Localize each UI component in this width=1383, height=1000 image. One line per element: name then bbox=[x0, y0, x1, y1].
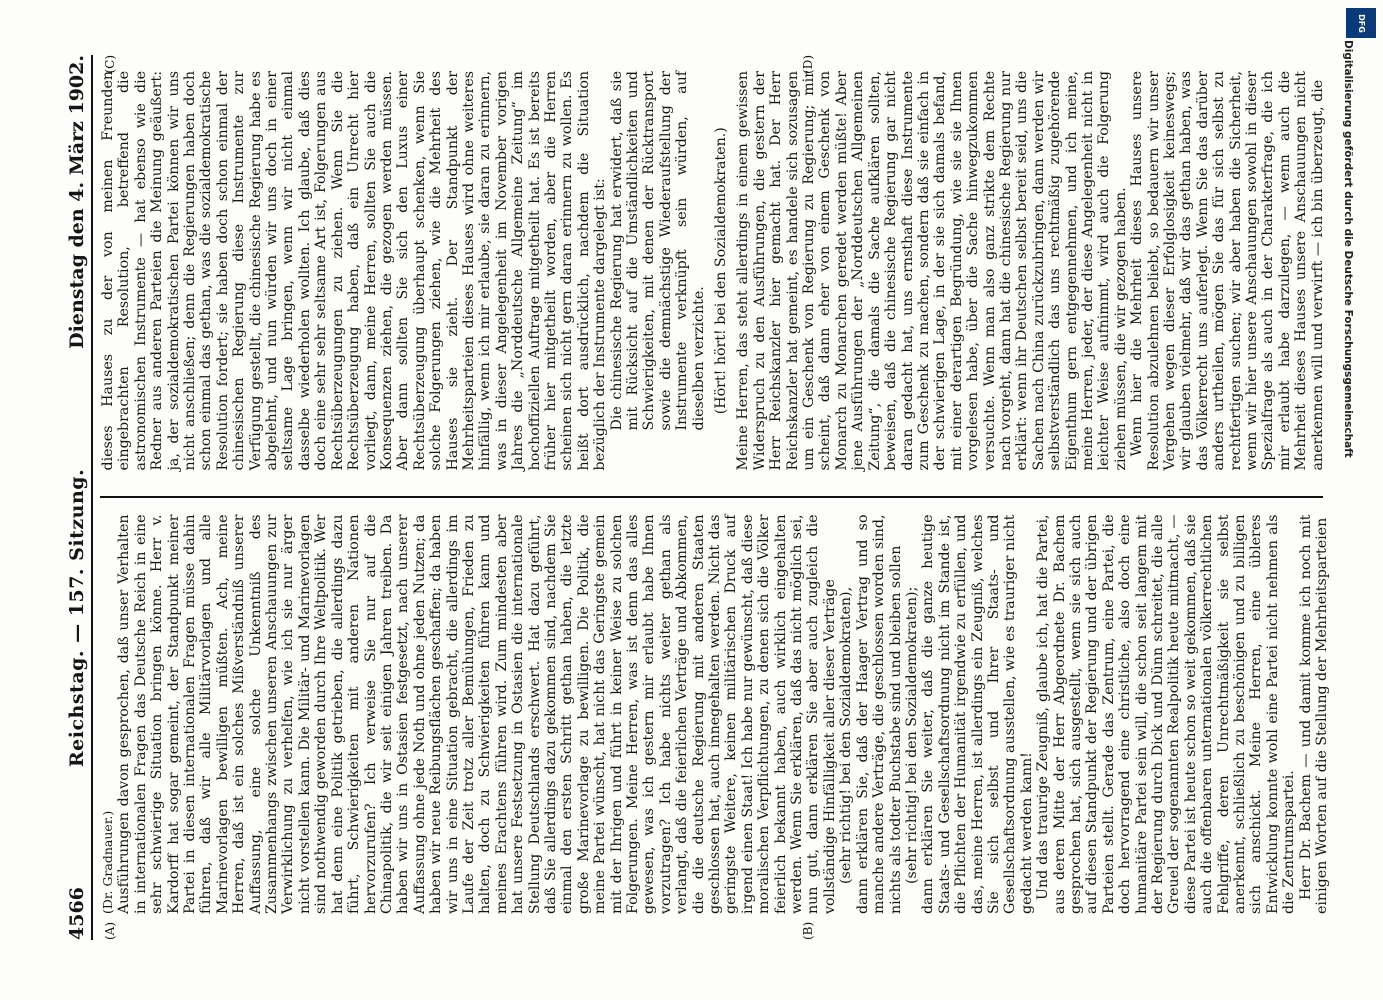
interjection: (sehr richtig! bei den Sozialdemokraten), bbox=[838, 586, 855, 884]
paragraph: Ausführungen davon gesprochen, daß unser Verhalten in internationalen Fragen das Deutsche Reich in eine sehr schwierige Situation bringen könne. Herr v. Kardorff hat sogar gemeint, der Standpunkt meiner Partei in diesen internationalen Fragen müsse dahin führen, daß wir alle Militärvorlagen und alle Marinevorlagen bewilligen müßten. Ach, meine Herren, daß ist ein solches Mißverständniß unserer Auffassung, eine solche Unkenntniß des Zusammenhangs zwischen unseren Anschauungen zur Verwirklichung zu verhelfen, wie ich sie nur ärger nicht vorstellen kann. Die Militär- und Marinevorlagen sind nothwendig geworden durch Ihre Weltpolitik. Wer hat denn eine Politik getrieben, die allerdings dazu führt, Schwierigkeiten mit anderen Nationen hervorzurufen? Ich verweise Sie nur auf die Chinapolitik, die wir seit einigen Jahren treiben. Da haben wir uns in Ostasien festgesetzt, nach unserer Auffassung ohne jede Noth und ohne jeden Nutzen; da haben wir neue Reibungsflächen geschaffen; da haben wir uns in eine Situation gebracht, die allerdings im Laufe der Zeit trotz aller Bemühungen, Frieden zu halten, doch zu Schwierigkeiten führen kann und meines Erachtens führen wird. Zum mindesten aber hat unsere Festsetzung in Ostasien die internationale Stellung Deutschlands erschwert. Hat dazu geführt, daß Sie allerdings dazu gekommen sind, nachdem Sie einmal den ersten Schritt gethan haben, die letzte große Marinevorlage zu bewilligen. Die Politik, die meine Partei wünscht, hat nicht das Geringste gemein mit der Ihrigen und führt in keiner Weise zu solchen Folgerungen. Meine Herren, was ist denn das alles gewesen, was ich gestern mir erlaubt habe Ihnen vorzutragen? Ich habe nichts weiter gethan als verlangt, daß die feierlichen Verträge und Abkommen, die die deutsche Regierung mit anderen Staaten geschlossen hat, auch innegehalten werden. Nicht das geringste Weitere, keinen militärischen Druck auf irgend einen Staat! Ich habe nur gewünscht, daß diese moralischen Verpflichtungen, zu denen sich die Völker feierlich bekannt haben, auch wirklich eingehalten werden. Wenn Sie erklären, daß das nicht möglich sei, nun gut, dann erklären Sie aber auch zugleich die vollständige Hinfälligkeit aller dieser Verträge bbox=[116, 514, 838, 914]
paragraph: Wenn hier die Mehrheit dieses Hauses unsere Resolution abzulehnen beliebt, so bedauern wir unser Vergehen wegen dieser Erfolglosigkeit keineswegs; wir glauben vielmehr, daß wir das gethan haben, was das Völkerrecht uns auferlegt. Wenn Sie das darüber anders urtheilen, mögen Sie das für sich selbst zu rechtfertigen suchen; wir aber haben die Sicherheit, wenn wir hier unsere Anschauungen sowohl in dieser Spezialfrage als auch in der Charakterfrage, die ich mir erlaubt habe darzulegen, — wenn auch die Mehrheit dieses Hauses unsere Anschauungen nicht anerkennen will und verwirft — ich bin überzeugt, die bbox=[1129, 71, 1326, 471]
block-quote: Die chinesische Regierung hat erwidert, daß sie mit Rücksicht auf die Umständlichkeiten und Schwierigkeiten, mit denen der Rücktransport sowie die demnächstige Wiederaufstellung der Instrumente verknüpft sein würden, auf dieselben verzichte. bbox=[608, 71, 707, 431]
session-title: Reichstag. — 157. Sitzung. bbox=[66, 468, 88, 768]
dfg-logo-text: DFG bbox=[1356, 13, 1366, 33]
left-column bbox=[100, 499, 1331, 941]
session-date: Dienstag den 4. März 1902. bbox=[66, 55, 88, 349]
margin-marker-b: (B) bbox=[801, 921, 815, 940]
margin-marker-d: (D) bbox=[801, 55, 815, 74]
paragraph: dann erklären Sie weiter, daß die ganze heutige Staats- und Gesellschaftsordnung nicht im Stande ist, die Pflichten der Humanität irgendwie zu erfüllen, und das, meine Herren, ist allerdings ein Zeugniß, welches Sie sich selbst und Ihrer Staats- und Gesellschaftsordnung ausstellen, wie es trauriger nicht gedacht werden kann! bbox=[920, 514, 1035, 914]
digitization-credit: Digitalisierung gefördert durch die Deutsche Forschungsgemeinschaft bbox=[1342, 40, 1354, 458]
paragraph: Meine Herren, das steht allerdings in einem gewissen Widerspruch zu den Ausführungen, die gestern der Herr Reichskanzler hier gemacht hat. Der Herr Reichskanzler hat gemeint, es handele sich sozusagen um ein Geschenk von Regierung zu Regierung; mir scheint, daß dann eher von einem Geschenk von Monarch zu Monarchen geredet werden müßte! Aber jene Ausführungen der „Norddeutschen Allgemeinen Zeitung“, die damals die Sache aufklären sollten, beweisen, daß die chinesische Regierung gar nicht daran gedacht hat, uns ernsthaft diese Instrumente zum Geschenk zu machen, sondern daß sie einfach in der schwierigen Lage, in der sie sich damals befand, mit einer derartigen Begründung, wie sie sie Ihnen vorgelesen habe, über die Sache hinwegzukommen versuchte. Wenn man also ganz strikte dem Rechte nach vorgeht, dann hat die chinesische Regierung nur erklärt: wenn ihr Deutschen selbst bereit seid, uns die Sachen nach China zurückzubringen, dann werden wir selbstverständlich das uns rechtmäßig zugehörende Eigenthum gern entgegennehmen, und ich meine, meine Herren, jeder, der diese Angelegenheit nicht in leichter Weise aufnimmt, wird auch die Folgerung ziehen müssen, die wir gezogen haben. bbox=[735, 71, 1129, 471]
page-header bbox=[52, 55, 93, 940]
paragraph: Und das traurige Zeugniß, glaube ich, hat die Partei, aus deren Mitte der Herr Abgeordnete Dr. Bachem gesprochen hat, sich ausgestellt, wenn sie sich auch auf diesen Standpunkt der Regierung und der übrigen Parteien stellt. Gerade das Zentrum, eine Partei, die doch hervorragend eine christliche, also doch eine humanitäre Partei sein will, die schon seit langem mit der Regierung durch Dick und Dünn schreitet, die alle Greuel der sogenannten Realpolitik heute mitmacht, — diese Partei ist heute schon so weit gekommen, daß sie auch die offenbaren unternationalen völkerrechtlichen Fehlgriffe, deren Unrechtmäßigkeit sie selbst anerkennt, schließlich zu beschönigen und zu billigen sich anschickt. Meine Herren, eine übleres Entwicklung konnte wohl eine Partei nicht nehmen als die Zentrumspartei. bbox=[1035, 514, 1298, 914]
interjection: (sehr richtig! bei den Sozialdemokraten); bbox=[903, 586, 920, 884]
interjection: (Hört! hört! bei den Sozialdemokraten.) bbox=[713, 127, 730, 415]
text-columns bbox=[100, 55, 1331, 940]
right-column bbox=[100, 55, 1326, 499]
page-number: 4566 bbox=[66, 887, 88, 940]
dfg-logo bbox=[1346, 8, 1376, 38]
margin-marker-c: (C) bbox=[103, 55, 117, 74]
speaker-tag: (Dr. Gradnauer.) bbox=[100, 810, 115, 914]
margin-marker-a: (A) bbox=[103, 921, 117, 940]
paragraph: dieses Hauses zu der von meinen Freunden eingebrachten Resolution, betreffend die astronomischen Instrumente — hat ebenso wie die Redner aus anderen Parteien die Meinung geäußert: ja, der sozialdemokratischen Partei können wir uns nicht anschließen; denn die Regierungen haben doch schon einmal das gethan, was die sozialdemokratische Resolution fordert; sie haben doch schon einmal der chinesischen Regierung diese Instrumente zur Verfügung gestellt, die chinesische Regierung habe es abgelehnt, und nun würden wir uns doch in einer seltsame Lage bringen, wenn wir nicht einmal dasselbe wiederholen wollten. Ich glaube, daß dies doch eine sehr sehr seltsame Art ist, Folgerungen aus Rechtsüberzeugungen zu ziehen. Wenn Sie die Rechtsüberzeugung haben, daß ein Unrecht hier vorliegt, dann, meine Herren, sollten Sie auch die Konsequenzen ziehen, die gezogen werden müssen. Aber dann sollten Sie sich den Luxus einer Rechtsüberzeugung überhaupt schenken, wenn Sie solche Folgerungen ziehen, wie die Mehrheit des Hauses sie zieht. Der Standpunkt der Mehrheitsparteien dieses Hauses wird ohne weiteres hinfällig, wenn ich mir erlaube, sie daran zu erinnern, was in dieser Angelegenheit im November vorigen Jahres die „Norddeutsche Allgemeine Zeitung“ im hochoffiziellen Auftrage mitgetheilt hat. Es ist bereits früher hier mitgetheilt worden, aber die Herren scheinen sich nicht gern daran erinnern zu wollen. Es heißt dort ausdrücklich, nachdem die Situation bezüglich der Instrumente dargelegt ist: bbox=[100, 71, 609, 471]
paragraph: Herr Dr. Bachem — und damit komme ich noch mit einigen Worten auf die Stellung der Mehrheitsparteien bbox=[1297, 514, 1331, 914]
paragraph: dann erklären Sie, daß der Haager Vertrag und so manche andere Verträge, die geschlossen worden sind, nichts als todter Buchstabe sind und bleiben sollen bbox=[854, 514, 904, 914]
